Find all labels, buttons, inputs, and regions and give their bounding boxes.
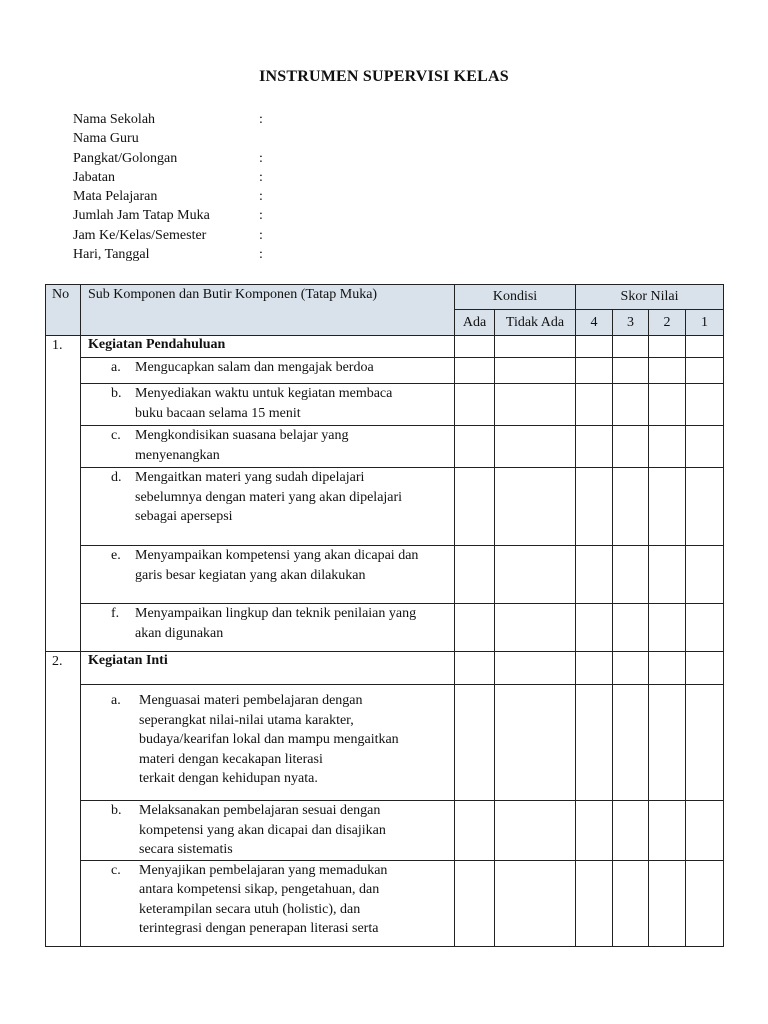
header-score-2: 2	[649, 310, 686, 336]
identity-colon: :	[259, 169, 263, 185]
score-cell-4[interactable]	[576, 801, 613, 861]
identity-label: Jumlah Jam Tatap Muka	[73, 208, 210, 224]
item-line: Mengaitkan materi yang sudah dipelajari	[135, 470, 365, 485]
score-cell-4[interactable]	[576, 336, 613, 358]
score-cell-2[interactable]	[649, 652, 686, 685]
table-row	[46, 468, 724, 546]
item-line: Menyediakan waktu untuk kegiatan membaca	[135, 386, 393, 401]
item-text	[139, 801, 454, 860]
check-cell-ada[interactable]	[455, 384, 495, 426]
item-cell	[81, 604, 455, 652]
item-text	[135, 468, 454, 527]
header-score-4: 4	[576, 310, 613, 336]
item-cell	[81, 860, 455, 946]
item-text	[135, 604, 454, 643]
item-line: buku bacaan selama 15 menit	[135, 405, 301, 421]
check-cell-ada[interactable]	[455, 426, 495, 468]
check-cell-ada[interactable]	[455, 358, 495, 384]
check-cell-ada[interactable]	[455, 652, 495, 685]
table-row	[46, 336, 724, 358]
item-line: Menyampaikan kompetensi yang akan dicapai dan	[135, 548, 419, 563]
score-cell-1[interactable]	[686, 801, 724, 861]
check-cell-tidak-ada[interactable]	[495, 336, 576, 358]
header-sub-komponen: Sub Komponen dan Butir Komponen (Tatap Muka)	[81, 285, 455, 336]
item-text	[135, 546, 454, 585]
item-letter: c.	[111, 428, 121, 443]
table-row	[46, 546, 724, 604]
document-title: INSTRUMEN SUPERVISI KELAS	[259, 68, 509, 85]
score-cell-1[interactable]	[686, 384, 724, 426]
table-row	[46, 426, 724, 468]
item-line: menyenangkan	[135, 447, 220, 463]
score-cell-3[interactable]	[613, 468, 649, 546]
item-letter: d.	[111, 470, 122, 485]
item-line: kompetensi yang akan dicapai dan disajikan	[139, 822, 386, 838]
check-cell-tidak-ada[interactable]	[495, 652, 576, 685]
score-cell-4[interactable]	[576, 604, 613, 652]
score-cell-1[interactable]	[686, 685, 724, 801]
score-cell-4[interactable]	[576, 384, 613, 426]
score-cell-2[interactable]	[649, 336, 686, 358]
score-cell-3[interactable]	[613, 546, 649, 604]
score-cell-3[interactable]	[613, 384, 649, 426]
item-cell	[81, 384, 455, 426]
table-row	[46, 652, 724, 685]
item-line: sebagai apersepsi	[135, 509, 233, 524]
item-text	[135, 426, 454, 465]
item-letter: f.	[111, 606, 120, 621]
item-line: sebelumnya dengan materi yang akan dipelajari	[135, 489, 403, 505]
score-cell-2[interactable]	[649, 468, 686, 546]
score-cell-2[interactable]	[649, 358, 686, 384]
score-cell-4[interactable]	[576, 468, 613, 546]
score-cell-1[interactable]	[686, 860, 724, 946]
item-line: Menyampaikan lingkup dan teknik penilaian yang	[135, 606, 417, 621]
table-row	[46, 685, 724, 801]
score-cell-4[interactable]	[576, 860, 613, 946]
item-line: Menyajikan pembelajaran yang memadukan	[139, 862, 388, 878]
check-cell-ada[interactable]	[455, 336, 495, 358]
item-line: antara kompetensi sikap, pengetahuan, dan	[139, 882, 380, 897]
identity-label: Jabatan	[73, 169, 115, 185]
identity-colon: :	[259, 208, 263, 224]
identity-label: Nama Guru	[73, 131, 139, 147]
score-cell-1[interactable]	[686, 358, 724, 384]
item-cell	[81, 685, 455, 801]
score-cell-1[interactable]	[686, 468, 724, 546]
item-line: materi dengan kecakapan literasi	[139, 751, 323, 767]
score-cell-3[interactable]	[613, 685, 649, 801]
item-line: keterampilan secara utuh (holistic), dan	[139, 901, 361, 917]
check-cell-tidak-ada[interactable]	[495, 604, 576, 652]
score-cell-1[interactable]	[686, 652, 724, 685]
identity-label: Mata Pelajaran	[73, 189, 158, 205]
item-text	[135, 358, 454, 378]
table-row	[46, 384, 724, 426]
item-text	[135, 384, 454, 423]
section-number: 2.	[46, 652, 81, 947]
check-cell-tidak-ada[interactable]	[495, 801, 576, 861]
item-cell	[81, 546, 455, 604]
check-cell-ada[interactable]	[455, 685, 495, 801]
check-cell-ada[interactable]	[455, 801, 495, 861]
check-cell-tidak-ada[interactable]	[495, 860, 576, 946]
item-letter: b.	[111, 803, 122, 818]
item-line: terkait dengan kehidupan nyata.	[139, 771, 318, 786]
score-cell-2[interactable]	[649, 384, 686, 426]
identity-colon: :	[259, 112, 263, 127]
score-cell-3[interactable]	[613, 426, 649, 468]
header-ada: Ada	[455, 310, 495, 336]
item-line: budaya/kearifan lokal dan mampu mengaitkan	[139, 732, 399, 747]
item-line: seperangkat nilai-nilai utama karakter,	[139, 712, 354, 728]
score-cell-3[interactable]	[613, 604, 649, 652]
item-letter: a.	[111, 360, 121, 375]
check-cell-ada[interactable]	[455, 546, 495, 604]
item-cell	[81, 801, 455, 861]
score-cell-3[interactable]	[613, 860, 649, 946]
check-cell-ada[interactable]	[455, 468, 495, 546]
check-cell-tidak-ada[interactable]	[495, 546, 576, 604]
table-row	[46, 860, 724, 946]
score-cell-2[interactable]	[649, 546, 686, 604]
identity-colon: :	[259, 247, 263, 263]
check-cell-tidak-ada[interactable]	[495, 685, 576, 801]
check-cell-ada[interactable]	[455, 860, 495, 946]
header-tidak-ada: Tidak Ada	[495, 310, 576, 336]
score-cell-2[interactable]	[649, 604, 686, 652]
check-cell-tidak-ada[interactable]	[495, 358, 576, 384]
header-no: No	[46, 285, 81, 336]
score-cell-1[interactable]	[686, 604, 724, 652]
score-cell-3[interactable]	[613, 652, 649, 685]
score-cell-3[interactable]	[613, 336, 649, 358]
check-cell-tidak-ada[interactable]	[495, 468, 576, 546]
score-cell-4[interactable]	[576, 685, 613, 801]
item-letter: b.	[111, 386, 122, 401]
table-row	[46, 604, 724, 652]
score-cell-4[interactable]	[576, 652, 613, 685]
score-cell-2[interactable]	[649, 801, 686, 861]
check-cell-tidak-ada[interactable]	[495, 426, 576, 468]
header-score-3: 3	[613, 310, 649, 336]
header-score-1: 1	[686, 310, 724, 336]
score-cell-3[interactable]	[613, 358, 649, 384]
supervision-table	[45, 284, 724, 947]
score-cell-4[interactable]	[576, 426, 613, 468]
score-cell-2[interactable]	[649, 860, 686, 946]
section-title: Kegiatan Inti	[81, 652, 455, 685]
item-line: terintegrasi dengan penerapan literasi serta	[139, 921, 379, 936]
item-cell	[81, 426, 455, 468]
identity-label: Nama Sekolah	[73, 112, 156, 127]
item-line: garis besar kegiatan yang akan dilakukan	[135, 567, 366, 583]
table-row	[46, 801, 724, 861]
item-line: Menguasai materi pembelajaran dengan	[139, 693, 363, 708]
identity-colon: :	[259, 189, 263, 205]
item-letter: e.	[111, 548, 121, 563]
score-cell-4[interactable]	[576, 358, 613, 384]
item-line: Mengkondisikan suasana belajar yang	[135, 428, 349, 443]
section-number: 1.	[46, 336, 81, 652]
score-cell-3[interactable]	[613, 801, 649, 861]
identity-colon: :	[259, 150, 263, 166]
item-letter: c.	[111, 862, 121, 878]
identity-label: Jam Ke/Kelas/Semester	[73, 227, 207, 243]
identity-colon: :	[259, 227, 263, 243]
check-cell-ada[interactable]	[455, 604, 495, 652]
header-skor-nilai: Skor Nilai	[576, 285, 724, 310]
item-line: Melaksanakan pembelajaran sesuai dengan	[139, 803, 381, 818]
score-cell-1[interactable]	[686, 336, 724, 358]
item-cell	[81, 358, 455, 384]
item-line: secara sistematis	[139, 842, 233, 857]
item-line: akan digunakan	[135, 625, 224, 641]
item-text	[139, 691, 454, 789]
check-cell-tidak-ada[interactable]	[495, 384, 576, 426]
header-kondisi: Kondisi	[455, 285, 576, 310]
score-cell-1[interactable]	[686, 546, 724, 604]
identity-label: Hari, Tanggal	[73, 247, 150, 263]
item-cell	[81, 468, 455, 546]
score-cell-1[interactable]	[686, 426, 724, 468]
score-cell-4[interactable]	[576, 546, 613, 604]
item-line: Mengucapkan salam dan mengajak berdoa	[135, 360, 374, 375]
score-cell-2[interactable]	[649, 426, 686, 468]
item-text	[139, 861, 454, 939]
section-title: Kegiatan Pendahuluan	[81, 336, 455, 358]
table-row	[46, 358, 724, 384]
item-letter: a.	[111, 693, 121, 708]
score-cell-2[interactable]	[649, 685, 686, 801]
identity-label: Pangkat/Golongan	[73, 150, 178, 166]
